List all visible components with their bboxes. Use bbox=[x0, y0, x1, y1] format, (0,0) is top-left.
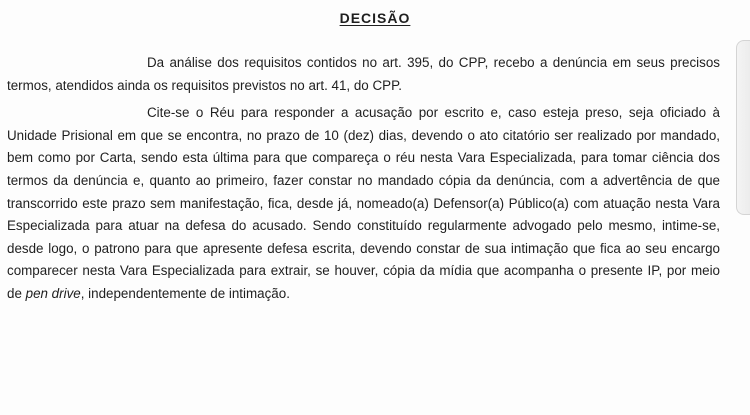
summons-text-start: Cite-se o Réu para responder a acusação por escrito e, caso esteja preso, seja oficiado à Unidade Prisional em que se encontra, no prazo de 10 (dez) dias, devendo o ato citatório ser realizado por mandado, bem como por Carta, sendo esta última para que compareça o réu nesta Vara Especializada, para tomar ciência dos termos da denúncia e, quanto ao primeiro, fazer constar no mandado cópia da denúncia, com a advertência de que transcorrido este prazo sem manifestação, fica, desde já, nomeado(a) Defensor(a) Público(a) com atuação nesta Vara Especializada para atuar na defesa do acusado. Sendo constituído regularmente advogado pelo mesmo, intime-se, desde logo, o patrono para que apresente defesa escrita, devendo constar de sua intimação que fica ao seu encargo comparecer nesta Vara Especializada para extrair, se houver, cópia da mídia que acompanha o presente IP, por meio de bbox=[7, 105, 720, 301]
summons-text-end: , independentemente de intimação. bbox=[80, 285, 290, 301]
document-title: DECISÃO bbox=[339, 10, 411, 26]
paragraph-receipt-of-complaint: Da análise dos requisitos contidos no art. 395, do CPP, recebo a denúncia em seus precisos termos, atendidos ainda os requisitos previstos no art. 41, do CPP. bbox=[7, 55, 720, 93]
paragraph-summons bbox=[7, 102, 720, 305]
summons-text-italic: pen drive bbox=[25, 285, 81, 301]
side-panel-handle[interactable] bbox=[736, 40, 750, 215]
document-body bbox=[7, 52, 720, 306]
